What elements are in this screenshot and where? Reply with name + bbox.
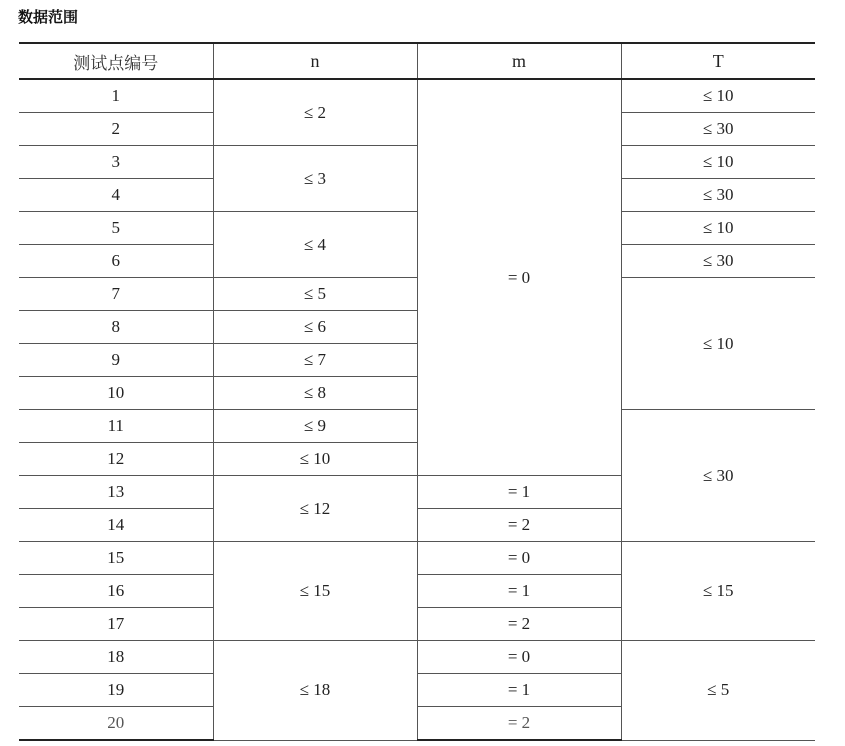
header-m: m bbox=[417, 43, 621, 79]
m-cell: = 0 bbox=[417, 542, 621, 575]
test-id-cell: 5 bbox=[19, 212, 213, 245]
t-cell: ≤ 10 bbox=[621, 146, 815, 179]
data-range-table bbox=[19, 42, 815, 741]
t-cell: ≤ 30 bbox=[621, 113, 815, 146]
m-cell: = 0 bbox=[417, 79, 621, 476]
test-id-cell: 7 bbox=[19, 278, 213, 311]
test-id-cell: 3 bbox=[19, 146, 213, 179]
test-id-cell: 20 bbox=[19, 707, 213, 741]
table-row bbox=[19, 79, 815, 113]
n-cell: ≤ 9 bbox=[213, 410, 417, 443]
test-id-cell: 14 bbox=[19, 509, 213, 542]
t-cell: ≤ 30 bbox=[621, 410, 815, 542]
n-cell: ≤ 4 bbox=[213, 212, 417, 278]
table-header-row bbox=[19, 43, 815, 79]
n-cell: ≤ 7 bbox=[213, 344, 417, 377]
m-cell: = 1 bbox=[417, 575, 621, 608]
t-cell: ≤ 30 bbox=[621, 245, 815, 278]
n-cell: ≤ 5 bbox=[213, 278, 417, 311]
n-cell: ≤ 10 bbox=[213, 443, 417, 476]
header-n: n bbox=[213, 43, 417, 79]
m-cell: = 2 bbox=[417, 707, 621, 741]
test-id-cell: 15 bbox=[19, 542, 213, 575]
test-id-cell: 19 bbox=[19, 674, 213, 707]
m-cell: = 1 bbox=[417, 674, 621, 707]
m-cell: = 0 bbox=[417, 641, 621, 674]
table-row bbox=[19, 542, 815, 575]
n-cell: ≤ 6 bbox=[213, 311, 417, 344]
test-id-cell: 16 bbox=[19, 575, 213, 608]
test-id-cell: 6 bbox=[19, 245, 213, 278]
t-cell: ≤ 5 bbox=[621, 641, 815, 741]
test-id-cell: 11 bbox=[19, 410, 213, 443]
header-t: T bbox=[621, 43, 815, 79]
n-cell: ≤ 3 bbox=[213, 146, 417, 212]
m-cell: = 2 bbox=[417, 509, 621, 542]
test-id-cell: 1 bbox=[19, 79, 213, 113]
test-id-cell: 4 bbox=[19, 179, 213, 212]
table-row bbox=[19, 641, 815, 674]
n-cell: ≤ 12 bbox=[213, 476, 417, 542]
n-cell: ≤ 8 bbox=[213, 377, 417, 410]
t-cell: ≤ 10 bbox=[621, 212, 815, 245]
test-id-cell: 13 bbox=[19, 476, 213, 509]
t-cell: ≤ 10 bbox=[621, 79, 815, 113]
test-id-cell: 9 bbox=[19, 344, 213, 377]
test-id-cell: 18 bbox=[19, 641, 213, 674]
test-id-cell: 17 bbox=[19, 608, 213, 641]
header-test-id: 测试点编号 bbox=[19, 43, 213, 79]
t-cell: ≤ 30 bbox=[621, 179, 815, 212]
test-id-cell: 12 bbox=[19, 443, 213, 476]
t-cell: ≤ 10 bbox=[621, 278, 815, 410]
m-cell: = 2 bbox=[417, 608, 621, 641]
test-id-cell: 8 bbox=[19, 311, 213, 344]
test-id-cell: 2 bbox=[19, 113, 213, 146]
n-cell: ≤ 15 bbox=[213, 542, 417, 641]
t-cell: ≤ 15 bbox=[621, 542, 815, 641]
section-title: 数据范围 bbox=[18, 8, 79, 26]
n-cell: ≤ 2 bbox=[213, 79, 417, 146]
m-cell: = 1 bbox=[417, 476, 621, 509]
test-id-cell: 10 bbox=[19, 377, 213, 410]
n-cell: ≤ 18 bbox=[213, 641, 417, 741]
